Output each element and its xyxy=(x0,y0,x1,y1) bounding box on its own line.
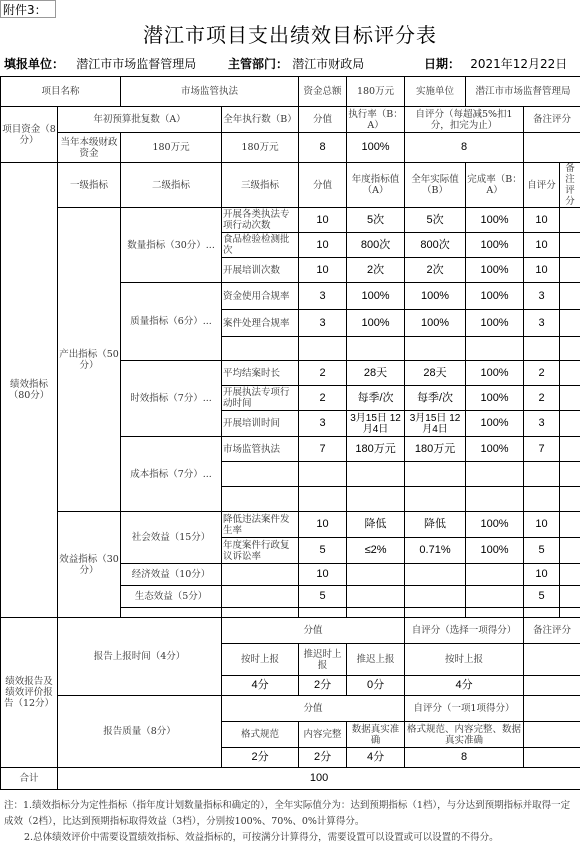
cell: 100% xyxy=(466,437,524,462)
cell: 2次 xyxy=(347,258,405,283)
cell: 按时上报 xyxy=(222,644,299,676)
cell: 自评分（每超减5%扣1分，扣完为止） xyxy=(405,107,524,133)
cell: 推迟上报 xyxy=(347,644,405,676)
note-1: 注：1.绩效指标分为定性指标（指年度计划数量指标和确定的），全年实际值分为：达到预期指标（1档），与分达到预期指标并取得一定成效（2档），比达到预期指标取得效益（3档），分别按100%、70%、0%计算得分。 xyxy=(4,800,571,827)
ecological-label: 生态效益（5分） xyxy=(121,586,222,608)
date-value: 2021年12月22日 xyxy=(470,57,568,71)
cell: 0分 xyxy=(347,676,405,696)
cell: 分值 xyxy=(222,618,405,644)
cost-label: 成本指标（7分）... xyxy=(121,437,222,512)
cell: 100% xyxy=(347,133,405,163)
cell: 开展各类执法专项行动次数 xyxy=(222,208,299,233)
cell: 100% xyxy=(466,208,524,233)
cell: 开展执法专项行动时间 xyxy=(222,386,299,411)
cell: 5 xyxy=(299,538,347,564)
cell: 2分 xyxy=(299,676,347,696)
cell: 10 xyxy=(524,258,560,283)
cell xyxy=(121,608,222,618)
cell xyxy=(524,133,580,163)
cell xyxy=(347,337,405,361)
cell: 每季/次 xyxy=(347,386,405,411)
cell: 2 xyxy=(299,361,347,386)
cell xyxy=(560,386,580,411)
score-table xyxy=(0,76,580,790)
cell: 100% xyxy=(466,538,524,564)
cell xyxy=(299,337,347,361)
cell: 10 xyxy=(524,564,560,586)
cell xyxy=(524,487,560,512)
cell: 全年执行数（B） xyxy=(222,107,299,133)
quality-label: 质量指标（6分）... xyxy=(121,283,222,361)
cell: 全年实际值（B） xyxy=(405,163,466,208)
cell: 10 xyxy=(299,233,347,258)
cell xyxy=(560,512,580,538)
cell: 100% xyxy=(466,512,524,538)
cell: 二级指标 xyxy=(121,163,222,208)
cell: 100% xyxy=(466,283,524,310)
cell: 内容完整 xyxy=(299,722,347,748)
cell: 3 xyxy=(524,411,560,437)
project-row xyxy=(1,77,580,107)
cell: 当年本级财政资金 xyxy=(58,133,121,163)
cell: 100% xyxy=(466,233,524,258)
cell: 5次 xyxy=(405,208,466,233)
cell xyxy=(466,564,524,586)
effect-label: 效益指标（30分） xyxy=(58,512,121,618)
cell: 3 xyxy=(524,283,560,310)
cell xyxy=(560,564,580,586)
cell xyxy=(560,208,580,233)
fill-unit xyxy=(4,52,196,76)
cell xyxy=(524,608,560,618)
cell xyxy=(560,487,580,512)
cell xyxy=(466,586,524,608)
cell xyxy=(524,722,580,748)
cell: 180万元 xyxy=(121,133,222,163)
cell: 自评分（一项1项得分） xyxy=(405,696,524,722)
dept-label: 主管部门： xyxy=(228,57,289,71)
cell: 3 xyxy=(524,310,560,337)
cell xyxy=(524,748,580,768)
cell: 完成率（B：A） xyxy=(466,163,524,208)
cell: 分值 xyxy=(222,696,405,722)
cell xyxy=(405,586,466,608)
cell: 2 xyxy=(524,386,560,411)
cell: 执行率（B：A） xyxy=(348,108,403,131)
cell xyxy=(405,608,466,618)
cell xyxy=(560,233,580,258)
cell: 降低 xyxy=(347,512,405,538)
cell: 100% xyxy=(466,310,524,337)
cell: 4分 xyxy=(222,676,299,696)
page-title: 潜江市项目支出绩效目标评分表 xyxy=(143,23,437,47)
cell: 10 xyxy=(524,512,560,538)
unit-value: 潜江市市场监督管理局 xyxy=(76,57,197,71)
cell: 资金总额 xyxy=(299,77,347,107)
social-label: 社会效益（15分） xyxy=(121,512,222,564)
table-row xyxy=(1,512,580,538)
cell xyxy=(405,462,466,487)
cell xyxy=(560,586,580,608)
timeliness-label: 时效指标（7分）... xyxy=(121,361,222,437)
cell xyxy=(560,361,580,386)
cell xyxy=(466,608,524,618)
funds-value-row xyxy=(1,133,580,163)
cell: 格式规范 xyxy=(222,722,299,748)
cell: 100% xyxy=(347,283,405,310)
cell xyxy=(524,644,580,676)
cell: 100% xyxy=(466,258,524,283)
funds-label: 项目资金（8分） xyxy=(1,107,58,163)
cell xyxy=(560,411,580,437)
cell: 0.71% xyxy=(405,538,466,564)
cell: 8 xyxy=(405,133,524,163)
cell: 按时上报 xyxy=(405,644,524,676)
total-row xyxy=(1,768,580,790)
cell: 数据真实准确 xyxy=(347,722,405,748)
dept-value: 潜江市财政局 xyxy=(292,57,365,71)
unit-label: 填报单位： xyxy=(4,57,65,71)
cell: 100% xyxy=(405,283,466,310)
cell xyxy=(347,487,405,512)
table-row xyxy=(1,208,580,233)
cell xyxy=(524,337,560,361)
cell: 资金使用合规率 xyxy=(222,283,299,310)
cell: 4分 xyxy=(347,748,405,768)
cell xyxy=(560,437,580,462)
cell: 年初预算批复数（A） xyxy=(58,107,222,133)
cell xyxy=(466,487,524,512)
cell: 年度案件行政复议诉讼率 xyxy=(222,538,299,564)
cell: 分值 xyxy=(299,163,347,208)
cell xyxy=(222,487,299,512)
cell: 4分 xyxy=(405,676,524,696)
funds-header-row xyxy=(1,107,580,133)
footnotes xyxy=(0,798,580,846)
cell: 5 xyxy=(524,586,560,608)
cell: 28天 xyxy=(347,361,405,386)
perf-header-row xyxy=(1,163,580,208)
cell xyxy=(405,564,466,586)
cell xyxy=(347,462,405,487)
cell xyxy=(524,676,580,696)
cell: 100% xyxy=(347,310,405,337)
cell xyxy=(466,337,524,361)
cell: 180万元 xyxy=(347,77,405,107)
cell xyxy=(560,258,580,283)
perf-label: 绩效指标（80分） xyxy=(1,163,58,618)
cell xyxy=(560,608,580,618)
cell: 市场监管执法 xyxy=(121,77,299,107)
cell: 备注评分 xyxy=(524,618,580,644)
cell: 每季/次 xyxy=(405,386,466,411)
cell: 降低 xyxy=(405,512,466,538)
report-quality-label: 报告质量（8分） xyxy=(58,696,222,768)
cell: ≤2% xyxy=(347,538,405,564)
cell xyxy=(222,462,299,487)
cell: 5次 xyxy=(347,208,405,233)
cell: 自评分（选择一项得分） xyxy=(405,618,524,644)
output-label: 产出指标（50分） xyxy=(58,208,121,512)
cell: 180万元 xyxy=(222,133,299,163)
cell: 2 xyxy=(299,386,347,411)
cell: 8 xyxy=(405,748,524,768)
report-label: 绩效报告及绩效评价报告（12分） xyxy=(1,618,58,768)
cell: 2 xyxy=(524,361,560,386)
note-2: 2.总体绩效评价中需要设置绩效指标、效益指标的，可按满分计算得分，需要设置可以设置或可以设置的不得分。 xyxy=(24,832,499,843)
cell xyxy=(347,608,405,618)
cell: 800次 xyxy=(405,233,466,258)
cell: 5 xyxy=(524,538,560,564)
cell xyxy=(299,608,347,618)
cell: 备注评分 xyxy=(560,163,580,208)
report-header-row xyxy=(1,618,580,644)
cell xyxy=(524,696,580,722)
cell: 180万元 xyxy=(347,437,405,462)
cell: 3 xyxy=(299,310,347,337)
cell: 7 xyxy=(524,437,560,462)
attachment-label: 附件3： xyxy=(0,0,56,18)
cell: 平均结案时长 xyxy=(222,361,299,386)
cell: 800次 xyxy=(347,233,405,258)
cell: 市场监管执法 xyxy=(222,437,299,462)
cell: 7 xyxy=(299,437,347,462)
cell xyxy=(299,487,347,512)
cell xyxy=(560,462,580,487)
cell xyxy=(222,564,299,586)
report-time-label: 报告上报时间（4分） xyxy=(58,618,222,696)
cell: 潜江市市场监督管理局 xyxy=(466,77,580,107)
cell: 案件处理合规率 xyxy=(222,310,299,337)
cell xyxy=(560,310,580,337)
cell xyxy=(347,586,405,608)
cell xyxy=(347,564,405,586)
cell: 10 xyxy=(299,564,347,586)
cell: 2分 xyxy=(299,748,347,768)
cell: 8 xyxy=(299,133,347,163)
cell: 自评分 xyxy=(524,163,560,208)
cell: 3月15日 12月4日 xyxy=(347,411,405,437)
table-row xyxy=(1,696,580,722)
cell: 推迟时上报 xyxy=(299,644,347,676)
cell xyxy=(222,608,299,618)
total-value: 100 xyxy=(58,768,580,790)
date xyxy=(424,52,567,76)
total-label: 合计 xyxy=(1,768,58,790)
cell: 3 xyxy=(299,411,347,437)
cell: 10 xyxy=(299,208,347,233)
cell xyxy=(560,538,580,564)
cell: 开展培训次数 xyxy=(222,258,299,283)
cell xyxy=(222,586,299,608)
cell: 5 xyxy=(299,586,347,608)
date-label: 日期： xyxy=(424,57,461,71)
cell xyxy=(405,337,466,361)
cell xyxy=(560,337,580,361)
dept xyxy=(228,52,364,76)
cell: 100% xyxy=(405,310,466,337)
cell: 10 xyxy=(524,208,560,233)
cell: 10 xyxy=(299,258,347,283)
cell: 年度指标值（A） xyxy=(347,163,405,208)
cell: 10 xyxy=(299,512,347,538)
quantity-label: 数量指标（30分）... xyxy=(121,208,222,283)
cell xyxy=(524,462,560,487)
cell: 100% xyxy=(466,386,524,411)
cell: 三级指标 xyxy=(222,163,299,208)
cell: 一级指标 xyxy=(58,163,121,208)
cell xyxy=(222,337,299,361)
cell: 分值 xyxy=(299,107,347,133)
cell: 格式规范、内容完整、数据真实准确 xyxy=(405,722,524,748)
cell: 3月15日 12月4日 xyxy=(405,411,466,437)
cell xyxy=(405,487,466,512)
cell: 100% xyxy=(466,411,524,437)
cell: 降低违法案件发生率 xyxy=(222,512,299,538)
cell: 2次 xyxy=(405,258,466,283)
cell: 食品检验检测批次 xyxy=(222,233,299,258)
cell: 实施单位 xyxy=(405,77,466,107)
cell: 180万元 xyxy=(405,437,466,462)
cell xyxy=(466,462,524,487)
cell xyxy=(299,462,347,487)
cell: 100% xyxy=(466,361,524,386)
economic-label: 经济效益（10分） xyxy=(121,564,222,586)
cell: 项目名称 xyxy=(1,77,121,107)
cell: 3 xyxy=(299,283,347,310)
cell: 2分 xyxy=(222,748,299,768)
cell: 28天 xyxy=(405,361,466,386)
cell: 开展培训时间 xyxy=(222,411,299,437)
cell: 备注评分 xyxy=(524,107,580,133)
cell: 10 xyxy=(524,233,560,258)
cell xyxy=(560,283,580,310)
